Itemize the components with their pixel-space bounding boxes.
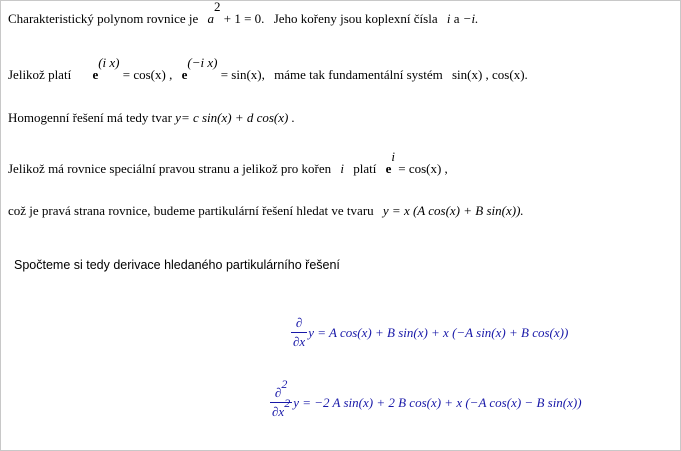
equation-first-derivative bbox=[291, 314, 568, 351]
equation-rhs: y = A cos(x) + B sin(x) + x (−A sin(x) + B cos(x)) bbox=[308, 324, 569, 340]
text: což je pravá strana rovnice, budeme partikulární řešení hledat ve tvaru bbox=[8, 203, 374, 218]
text: a bbox=[453, 11, 460, 26]
text: Jelikož platí bbox=[8, 67, 72, 82]
math-exp-base: e bbox=[181, 67, 188, 82]
text-line-special-rhs bbox=[8, 149, 448, 177]
math-exponent: (i x) bbox=[98, 55, 120, 70]
text-line-characteristic bbox=[8, 0, 479, 27]
math-expr: = sin(x), bbox=[220, 67, 265, 82]
math-var: i bbox=[446, 11, 451, 26]
math-var: i bbox=[340, 161, 344, 176]
fraction-denominator bbox=[270, 396, 292, 421]
equation-second-derivative bbox=[270, 377, 582, 421]
partial-symbol: ∂ bbox=[274, 385, 282, 400]
math-exponent: 2 bbox=[284, 396, 291, 410]
math-exp-base: e bbox=[92, 67, 99, 82]
equation-rhs: y = −2 A sin(x) + 2 B cos(x) + x (−A cos(x) − B sin(x)) bbox=[293, 394, 582, 410]
math-expr: sin(x) , cos(x). bbox=[451, 67, 528, 82]
text-line-homogeneous bbox=[8, 110, 295, 126]
math-expr: = c sin(x) + d cos(x) . bbox=[180, 110, 295, 125]
math-var: y bbox=[175, 110, 181, 125]
math-exp-base: e bbox=[385, 161, 392, 176]
fraction-denominator: ∂x bbox=[293, 334, 306, 349]
math-exponent: 2 bbox=[281, 377, 288, 391]
partial-x: ∂x bbox=[272, 404, 285, 419]
math-var: −i. bbox=[462, 11, 479, 26]
math-exponent: (−i x) bbox=[187, 55, 218, 70]
text: Jeho kořeny jsou koplexní čísla bbox=[273, 11, 438, 26]
text-line-derivatives bbox=[14, 257, 340, 273]
text-line-particular-form bbox=[8, 203, 524, 219]
fraction-numerator: ∂ bbox=[295, 315, 303, 330]
text: Homogenní řešení má tedy tvar bbox=[8, 110, 172, 125]
text-line-fundamental bbox=[8, 55, 528, 83]
math-expr: = cos(x) , bbox=[122, 67, 173, 82]
math-exponent: i bbox=[391, 149, 395, 164]
text: Jelikož má rovnice speciální pravou stranu a jelikož pro kořen bbox=[8, 161, 332, 176]
derivative-fraction bbox=[270, 377, 292, 421]
text: máme tak fundamentální systém bbox=[274, 67, 443, 82]
math-exponent: 2 bbox=[214, 0, 221, 14]
math-expr: + 1 = 0. bbox=[223, 11, 265, 26]
math-expr: y = x (A cos(x) + B sin(x)). bbox=[382, 203, 524, 218]
text: Charakteristický polynom rovnice je bbox=[8, 11, 199, 26]
derivative-fraction bbox=[291, 314, 307, 351]
math-expr: = cos(x) , bbox=[398, 161, 448, 176]
text: Spočteme si tedy derivace hledaného partikulárního řešení bbox=[14, 258, 340, 272]
math-var: a bbox=[207, 11, 215, 26]
text: platí bbox=[353, 161, 377, 176]
